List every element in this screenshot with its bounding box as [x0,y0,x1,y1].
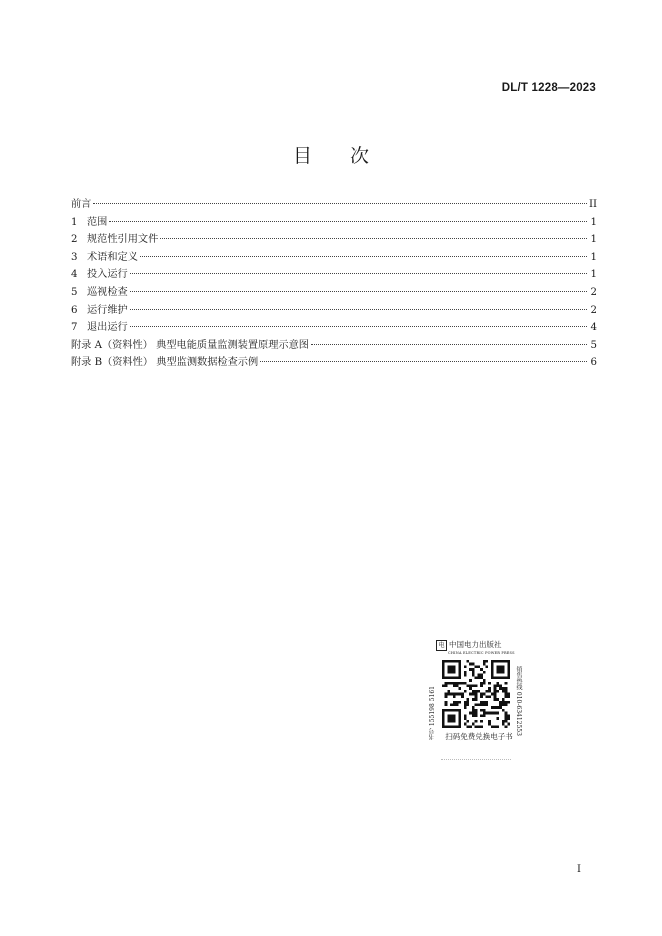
toc-entry[interactable] [71,337,597,355]
toc-entry-number: 7 [71,322,78,334]
toc-entry-label: 术语和定义 [87,251,138,263]
toc-leader-dots [130,309,587,310]
toc-entry[interactable] [71,284,597,302]
toc-entry-label: 范围 [87,216,108,228]
page-number: I [577,864,581,875]
toc-entry-number: 4 [71,269,78,281]
toc-entry[interactable] [71,231,597,249]
toc-entry-number: 1 [71,216,78,228]
toc-leader-dots [130,291,587,292]
toc-entry-page: 1 [590,251,597,263]
toc-entry[interactable] [71,302,597,320]
book-number-text: 书号 155198 5161 [429,686,436,740]
toc-entry-number: 6 [71,304,78,316]
toc-entry-page: 2 [590,286,597,298]
publisher-logo [436,640,522,656]
toc-entry-label: 投入运行 [87,269,128,281]
toc-entry[interactable] [71,319,597,337]
publisher-mark-icon: 电 [436,640,447,651]
toc-title: 目次 [292,145,407,167]
toc-leader-dots [311,344,587,345]
toc-entry[interactable] [71,249,597,267]
toc-entry-page: 2 [590,304,597,316]
toc-leader-dots [130,326,587,327]
toc-entry-label: 退出运行 [87,322,128,334]
toc-entry[interactable] [71,214,597,232]
toc-entry-number: 3 [71,251,78,263]
toc-entry[interactable] [71,354,597,372]
publisher-name: 中国电力出版社 [449,640,502,649]
toc-leader-dots [130,273,587,274]
toc-entry-label: 规范性引用文件 [87,234,159,246]
toc-entry-page: 1 [590,269,597,281]
qr-code-block [431,640,527,765]
toc-entry-label: 巡视检查 [87,286,128,298]
toc-entry[interactable] [71,196,597,214]
toc-entry-label: 附录 A（资料性） 典型电能质量监测装置原理示意图 [71,339,309,351]
table-of-contents [71,196,597,372]
qr-caption: 扫码免费兑换电子书 [445,732,513,741]
toc-entry[interactable] [71,266,597,284]
publisher-name-en: CHINA ELECTRIC POWER PRESS [448,651,515,655]
toc-entry-page: 1 [590,216,597,228]
toc-leader-dots [140,256,587,257]
toc-leader-dots [93,203,587,204]
toc-entry-label: 运行维护 [87,304,128,316]
toc-entry-page: 4 [590,322,597,334]
toc-entry-page: II [589,199,598,210]
toc-leader-dots [260,361,587,362]
toc-entry-page: 1 [590,234,597,246]
toc-leader-dots [160,238,587,239]
toc-leader-dots [109,221,587,222]
toc-entry-page: 6 [590,357,597,369]
document-code: DL/T 1228—2023 [501,82,596,94]
qr-code-icon[interactable] [442,660,510,728]
toc-entry-number: 5 [71,286,78,298]
toc-entry-number: 2 [71,234,78,246]
toc-entry-label: 前言 [71,199,92,210]
toc-entry-page: 5 [590,339,597,351]
scan-smudge [441,757,511,760]
toc-entry-label: 附录 B（资料性） 典型监测数据检查示例 [71,357,259,369]
sales-hotline-text: 销售热线 010-63412553 [515,666,522,736]
